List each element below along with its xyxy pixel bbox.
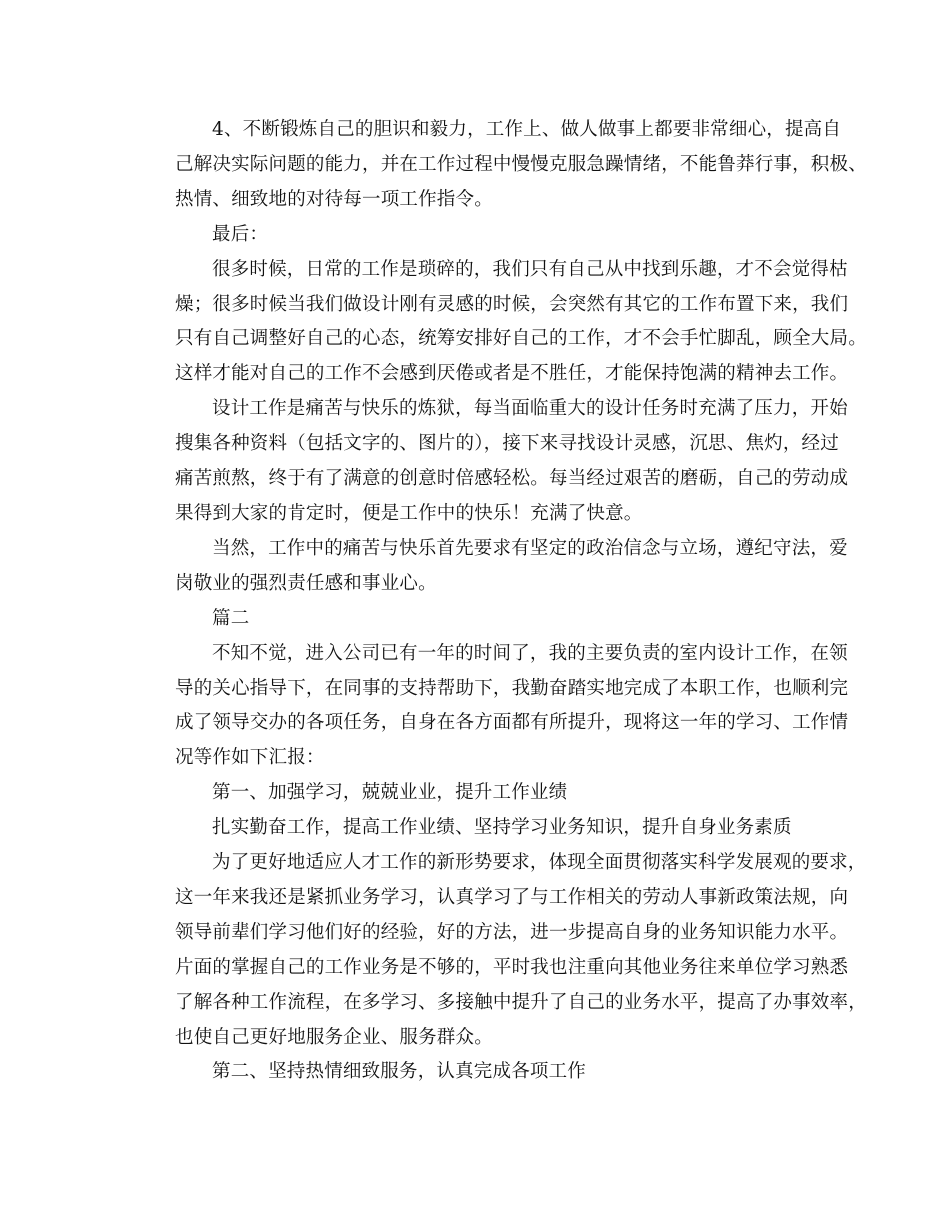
text-line: 了解各种工作流程，在多学习、多接触中提升了自己的业务水平，提高了办事效率， <box>175 991 867 1013</box>
paragraph-item-4 <box>138 113 867 218</box>
text-line: 这样才能对自己的工作不会感到厌倦或者是不胜任，才能保持饱满的精神去工作。 <box>175 363 849 385</box>
section-heading-part-two <box>138 602 826 637</box>
subheading-first <box>138 776 826 811</box>
text-line: 不知不觉，进入公司已有一年的时间了，我的主要负责的室内设计工作，在领 <box>212 642 848 664</box>
subheading-second <box>138 1055 826 1090</box>
text-line: 果得到大家的肯定时，便是工作中的快乐！充满了快意。 <box>175 502 643 524</box>
text-line: 扎实勤奋工作，提高工作业绩、坚持学习业务知识，提升自身业务素质 <box>212 817 792 839</box>
text-line: 最后： <box>212 223 269 245</box>
text-line: 当然，工作中的痛苦与快乐首先要求有坚定的政治信念与立场，遵纪守法，爱 <box>212 537 848 559</box>
text-line: 4、不断锻炼自己的胆识和毅力，工作上、做人做事上都要非常细心，提高自 <box>212 119 842 140</box>
paragraph-responsibility <box>138 532 848 602</box>
text-line: 燥；很多时候当我们做设计刚有灵感的时候，会突然有其它的工作布置下来，我们 <box>175 293 849 315</box>
text-line: 况等作如下汇报： <box>175 747 325 769</box>
text-line: 痛苦煎熬，终于有了满意的创意时倍感轻松。每当经过艰苦的磨砺，自己的劳动成 <box>175 468 849 490</box>
text-line: 成了领导交办的各项任务，自身在各方面都有所提升，现将这一年的学习、工作情 <box>175 712 849 734</box>
text-line: 岗敬业的强烈责任感和事业心。 <box>175 572 437 594</box>
text-line: 篇二 <box>212 607 250 629</box>
text-line: 己解决实际问题的能力，并在工作过程中慢慢克服急躁情绪，不能鲁莽行事，积极、 <box>175 153 867 175</box>
text-line: 领导前辈们学习他们好的经验，好的方法，进一步提高自身的业务知识能力水平。 <box>175 921 849 943</box>
text-line: 为了更好地适应人才工作的新形势要求，体现全面贯彻落实科学发展观的要求， <box>212 852 867 874</box>
paragraph-finally-heading <box>138 218 826 253</box>
text-line: 很多时候，日常的工作是琐碎的，我们只有自己从中找到乐趣，才不会觉得枯 <box>212 258 848 280</box>
paragraph-intro-year <box>138 637 849 777</box>
paragraph-diligent-work <box>138 811 826 846</box>
text-line: 片面的掌握自己的工作业务是不够的，平时我也注重向其他业务往来单位学习熟悉 <box>175 956 849 978</box>
text-line: 导的关心指导下，在同事的支持帮助下，我勤奋踏实地完成了本职工作，也顺利完 <box>175 677 849 699</box>
document-body <box>138 113 867 1090</box>
paragraph-design-work <box>138 392 849 532</box>
text-line: 热情、细致地的对待每一项工作指令。 <box>175 188 493 210</box>
text-line: 只有自己调整好自己的心态，统筹安排好自己的工作，才不会手忙脚乱，顾全大局。 <box>175 328 867 350</box>
text-line: 第二、坚持热情细致服务，认真完成各项工作 <box>212 1061 587 1083</box>
text-line: 设计工作是痛苦与快乐的炼狱，每当面临重大的设计任务时充满了压力，开始 <box>212 398 848 420</box>
paragraph-daily-work <box>138 253 867 393</box>
text-line: 也使自己更好地服务企业、服务群众。 <box>175 1026 493 1048</box>
text-line: 搜集各种资料（包括文字的、图片的），接下来寻找设计灵感，沉思、焦灼，经过 <box>175 433 839 455</box>
text-line: 这一年来我还是紧抓业务学习，认真学习了与工作相关的劳动人事新政策法规，向 <box>175 886 849 908</box>
paragraph-study <box>138 846 867 1055</box>
text-line: 第一、加强学习，兢兢业业，提升工作业绩 <box>212 782 568 804</box>
